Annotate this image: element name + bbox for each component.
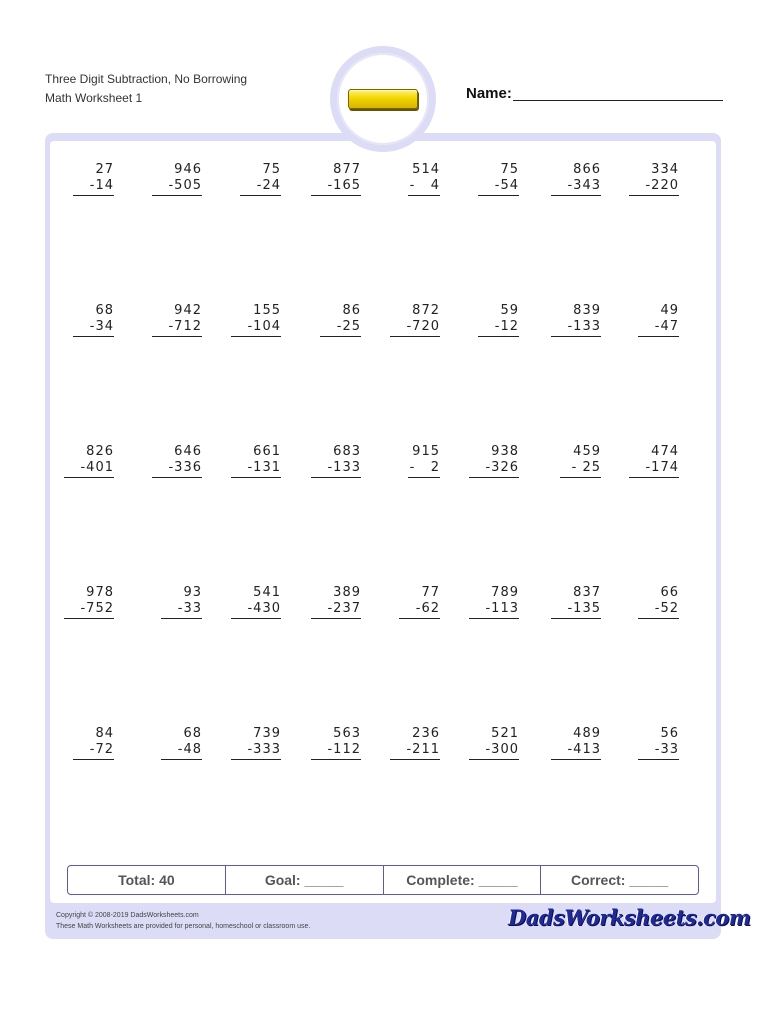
- subtraction-problem: [531, 162, 601, 196]
- answer-rule: [311, 477, 361, 478]
- answer-rule: [152, 195, 202, 196]
- minuend: 474: [651, 444, 679, 459]
- subtrahend: -133: [327, 460, 361, 475]
- answer-rule: [629, 195, 679, 196]
- minuend: 459: [573, 444, 601, 459]
- subtraction-problem: [370, 162, 440, 196]
- subtraction-problem: [531, 585, 601, 619]
- subtrahend: -33: [177, 601, 202, 616]
- goal-cell: Goal: _____: [226, 866, 384, 894]
- subtraction-problem: [291, 162, 361, 196]
- subtraction-problem: [211, 585, 281, 619]
- minuend: 155: [253, 303, 281, 318]
- answer-rule: [629, 477, 679, 478]
- subtrahend: -48: [177, 742, 202, 757]
- subtrahend: -712: [168, 319, 202, 334]
- subtraction-problem: [132, 585, 202, 619]
- minuend: 789: [491, 585, 519, 600]
- subtrahend: -333: [247, 742, 281, 757]
- subtraction-problem: [44, 444, 114, 478]
- answer-rule: [73, 759, 114, 760]
- subtraction-problem: [531, 444, 601, 478]
- subtrahend: -33: [654, 742, 679, 757]
- subtrahend: -430: [247, 601, 281, 616]
- minuend: 59: [500, 303, 519, 318]
- minuend: 938: [491, 444, 519, 459]
- answer-rule: [231, 336, 281, 337]
- subtraction-problem: [370, 303, 440, 337]
- answer-rule: [152, 336, 202, 337]
- answer-rule: [478, 195, 519, 196]
- answer-rule: [73, 195, 114, 196]
- minuend: 389: [333, 585, 361, 600]
- minuend: 77: [421, 585, 440, 600]
- minuend: 946: [174, 162, 202, 177]
- subtraction-problem: [449, 162, 519, 196]
- subtrahend: -25: [336, 319, 361, 334]
- minuend: 541: [253, 585, 281, 600]
- total-cell: Total: 40: [68, 866, 226, 894]
- minuend: 839: [573, 303, 601, 318]
- answer-rule: [231, 477, 281, 478]
- answer-rule: [161, 618, 202, 619]
- subtraction-problem: [609, 726, 679, 760]
- minuend: 86: [342, 303, 361, 318]
- minuend: 837: [573, 585, 601, 600]
- answer-rule: [469, 759, 519, 760]
- worksheet-inner-panel: [50, 141, 716, 903]
- answer-rule: [408, 195, 440, 196]
- subtrahend: -112: [327, 742, 361, 757]
- answer-rule: [64, 477, 114, 478]
- answer-rule: [638, 618, 679, 619]
- minuend: 75: [500, 162, 519, 177]
- answer-rule: [638, 336, 679, 337]
- subtrahend: -131: [247, 460, 281, 475]
- subtraction-problem: [44, 162, 114, 196]
- minuend: 978: [86, 585, 114, 600]
- minuend: 93: [183, 585, 202, 600]
- answer-rule: [390, 759, 440, 760]
- subtrahend: - 25: [571, 460, 601, 475]
- minuend: 646: [174, 444, 202, 459]
- subtrahend: -211: [406, 742, 440, 757]
- subtraction-problem: [44, 585, 114, 619]
- subtraction-problem: [609, 585, 679, 619]
- subtrahend: -505: [168, 178, 202, 193]
- complete-cell: Complete: _____: [384, 866, 542, 894]
- subtrahend: -326: [485, 460, 519, 475]
- subtraction-problem: [132, 726, 202, 760]
- minuend: 866: [573, 162, 601, 177]
- subtraction-problem: [609, 162, 679, 196]
- answer-rule: [399, 618, 440, 619]
- footer-summary: [67, 865, 699, 895]
- subtrahend: -47: [654, 319, 679, 334]
- answer-rule: [560, 477, 601, 478]
- subtraction-problem: [449, 303, 519, 337]
- worksheet-frame: [45, 133, 721, 939]
- subtraction-problem: [44, 303, 114, 337]
- minuend: 661: [253, 444, 281, 459]
- minuend: 826: [86, 444, 114, 459]
- answer-rule: [408, 477, 440, 478]
- subtraction-problem: [211, 303, 281, 337]
- subtrahend: -135: [567, 601, 601, 616]
- worksheet-title: Three Digit Subtraction, No Borrowing: [45, 72, 248, 86]
- subtrahend: -165: [327, 178, 361, 193]
- subtraction-problem: [44, 726, 114, 760]
- answer-rule: [551, 618, 601, 619]
- subtraction-problem: [291, 444, 361, 478]
- subtrahend: -72: [89, 742, 114, 757]
- minuend: 334: [651, 162, 679, 177]
- minuend: 942: [174, 303, 202, 318]
- answer-rule: [161, 759, 202, 760]
- minuend: 68: [183, 726, 202, 741]
- minuend: 66: [660, 585, 679, 600]
- subtrahend: -133: [567, 319, 601, 334]
- subtrahend: -237: [327, 601, 361, 616]
- minuend: 489: [573, 726, 601, 741]
- subtrahend: -300: [485, 742, 519, 757]
- subtrahend: -34: [89, 319, 114, 334]
- subtrahend: -113: [485, 601, 519, 616]
- subtrahend: -24: [256, 178, 281, 193]
- answer-rule: [73, 336, 114, 337]
- subtrahend: -62: [415, 601, 440, 616]
- subtrahend: -336: [168, 460, 202, 475]
- subtraction-problem: [531, 303, 601, 337]
- minuend: 236: [412, 726, 440, 741]
- gold-bar-icon: [348, 89, 418, 109]
- minuend: 75: [262, 162, 281, 177]
- subtraction-problem: [609, 444, 679, 478]
- answer-rule: [320, 336, 361, 337]
- usage-line: These Math Worksheets are provided for personal, homeschool or classroom use.: [56, 923, 311, 930]
- subtraction-problem: [449, 444, 519, 478]
- subtraction-problem: [370, 444, 440, 478]
- correct-cell: Correct: _____: [570, 872, 669, 888]
- subtraction-problem: [291, 585, 361, 619]
- subtrahend: -12: [494, 319, 519, 334]
- minuend: 514: [412, 162, 440, 177]
- minuend: 521: [491, 726, 519, 741]
- name-label: Name:: [466, 85, 512, 102]
- subtrahend: -413: [567, 742, 601, 757]
- subtraction-problem: [132, 444, 202, 478]
- worksheet-subtitle: Math Worksheet 1: [45, 91, 143, 105]
- answer-rule: [152, 477, 202, 478]
- answer-rule: [469, 618, 519, 619]
- answer-rule: [390, 336, 440, 337]
- copyright: [56, 910, 310, 932]
- answer-rule: [231, 618, 281, 619]
- minuend: 84: [95, 726, 114, 741]
- subtrahend: - 2: [409, 460, 440, 475]
- subtrahend: -14: [89, 178, 114, 193]
- subtraction-problem: [531, 726, 601, 760]
- minuend: 49: [660, 303, 679, 318]
- subtrahend: -54: [494, 178, 519, 193]
- subtraction-problem: [211, 444, 281, 478]
- answer-rule: [469, 477, 519, 478]
- minuend: 27: [95, 162, 114, 177]
- minuend: 877: [333, 162, 361, 177]
- dadsworksheets-logo: DadsWorksheets.com: [508, 905, 751, 930]
- subtraction-problem: [449, 726, 519, 760]
- minuend: 915: [412, 444, 440, 459]
- subtraction-problem: [370, 726, 440, 760]
- answer-rule: [638, 759, 679, 760]
- answer-rule: [311, 759, 361, 760]
- minuend: 683: [333, 444, 361, 459]
- minuend: 56: [660, 726, 679, 741]
- subtraction-problem: [211, 726, 281, 760]
- subtraction-problem: [609, 303, 679, 337]
- answer-rule: [551, 195, 601, 196]
- subtrahend: -343: [567, 178, 601, 193]
- minuend: 739: [253, 726, 281, 741]
- subtrahend: -220: [645, 178, 679, 193]
- answer-rule: [478, 336, 519, 337]
- subtrahend: -104: [247, 319, 281, 334]
- subtrahend: -52: [654, 601, 679, 616]
- answer-rule: [64, 618, 114, 619]
- subtraction-problem: [291, 726, 361, 760]
- answer-rule: [551, 759, 601, 760]
- answer-rule: [240, 195, 281, 196]
- minuend: 872: [412, 303, 440, 318]
- answer-rule: [311, 618, 361, 619]
- answer-rule: [551, 336, 601, 337]
- subtrahend: -401: [80, 460, 114, 475]
- subtraction-problem: [291, 303, 361, 337]
- subtraction-problem: [132, 162, 202, 196]
- subtraction-problem: [211, 162, 281, 196]
- subtrahend: -720: [406, 319, 440, 334]
- answer-rule: [231, 759, 281, 760]
- subtrahend: -174: [645, 460, 679, 475]
- subtraction-problem: [132, 303, 202, 337]
- answer-rule: [311, 195, 361, 196]
- subtrahend: -752: [80, 601, 114, 616]
- copyright-line: Copyright © 2008-2019 DadsWorksheets.com: [56, 912, 199, 919]
- subtraction-problem: [370, 585, 440, 619]
- minuend: 563: [333, 726, 361, 741]
- minuend: 68: [95, 303, 114, 318]
- subtraction-problem: [449, 585, 519, 619]
- subtrahend: - 4: [409, 178, 440, 193]
- name-line: [513, 100, 723, 101]
